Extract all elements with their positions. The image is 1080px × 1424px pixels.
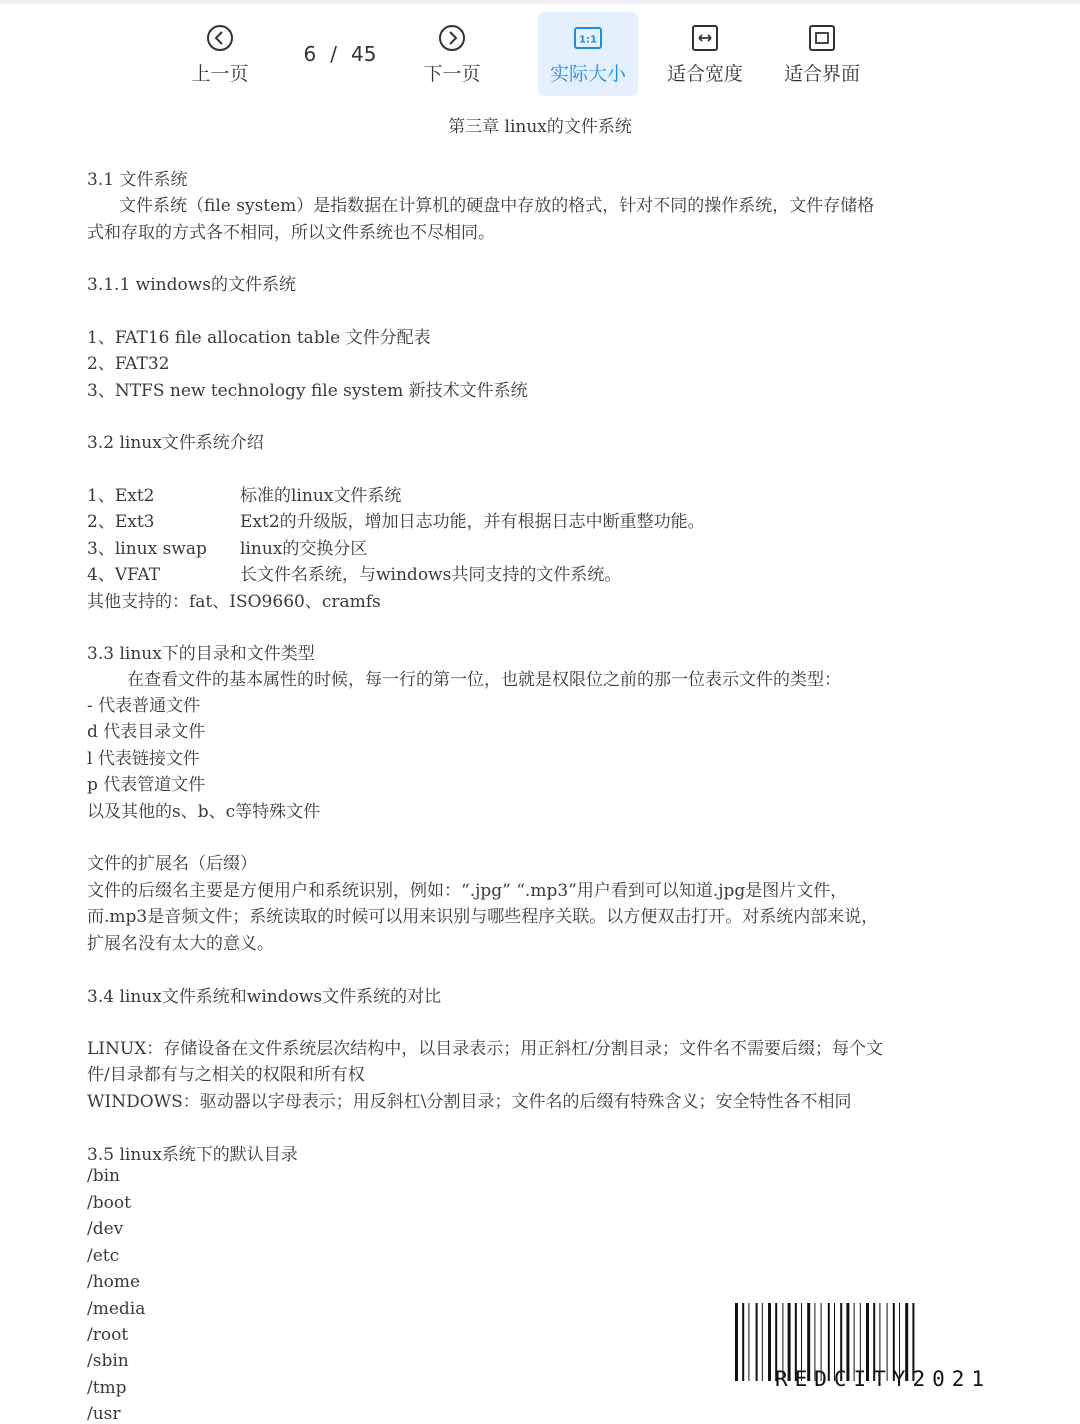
fs-description: 标准的linux文件系统 — [240, 486, 402, 506]
actual-size-label: 实际大小 — [549, 62, 626, 85]
list-item: 2、FAT32 — [87, 354, 170, 374]
section-3-2-heading: 3.2 linux文件系统介绍 — [87, 433, 264, 453]
svg-text:1:1: 1:1 — [579, 34, 597, 45]
fs-name: 3、linux swap — [87, 539, 207, 559]
fs-name: 4、VFAT — [87, 565, 161, 585]
directory-item: /etc — [87, 1246, 120, 1266]
section-3-1-heading: 3.1 文件系统 — [87, 170, 188, 190]
comparison-linux-line-1: LINUX：存储设备在文件系统层次结构中，以目录表示；用正斜杠/分割目录；文件名不需要后缀；每个文 — [87, 1039, 884, 1059]
list-item: 3、NTFS new technology file system 新技术文件系统 — [87, 381, 528, 401]
current-page-number[interactable]: 6 — [303, 42, 317, 66]
directory-item: /tmp — [87, 1378, 127, 1398]
list-item: 以及其他的s、b、c等特殊文件 — [87, 802, 321, 822]
prev-page-label: 上一页 — [191, 62, 249, 85]
directory-item: /home — [87, 1272, 141, 1292]
total-pages: 45 — [351, 42, 377, 66]
directory-item: /sbin — [87, 1351, 129, 1371]
list-item: p 代表管道文件 — [87, 775, 206, 795]
directory-item: /root — [87, 1325, 129, 1345]
directory-item: /media — [87, 1299, 146, 1319]
section-3-3-paragraph: 在查看文件的基本属性的时候，每一行的第一位，也就是权限位之前的那一位表示文件的类型： — [127, 670, 841, 690]
directory-item: /usr — [87, 1404, 121, 1424]
section-3-1-1-heading: 3.1.1 windows的文件系统 — [87, 275, 296, 295]
chapter-title: 第三章 linux的文件系统 — [448, 117, 632, 137]
list-item: 1、FAT16 file allocation table 文件分配表 — [87, 328, 431, 348]
fit-width-label: 适合宽度 — [666, 62, 743, 85]
fs-name: 2、Ext3 — [87, 512, 155, 532]
list-item: d 代表目录文件 — [87, 722, 206, 742]
fit-page-label: 适合界面 — [783, 62, 860, 85]
extension-paragraph-line-3: 扩展名没有太大的意义。 — [87, 934, 274, 954]
directory-item: /bin — [87, 1166, 120, 1186]
fs-description: linux的交换分区 — [240, 539, 368, 559]
section-3-5-heading: 3.5 linux系统下的默认目录 — [87, 1145, 298, 1165]
list-item: l 代表链接文件 — [87, 749, 200, 769]
comparison-windows-line: WINDOWS：驱动器以字母表示；用反斜杠\分割目录；文件名的后缀有特殊含义；安全特性各不相同 — [87, 1092, 852, 1112]
extension-heading: 文件的扩展名（后缀） — [87, 854, 257, 874]
fs-name: 1、Ext2 — [87, 486, 155, 506]
directory-item: /boot — [87, 1193, 131, 1213]
section-3-3-heading: 3.3 linux下的目录和文件类型 — [87, 644, 315, 664]
list-item: - 代表普通文件 — [87, 696, 201, 716]
section-3-4-heading: 3.4 linux文件系统和windows文件系统的对比 — [87, 987, 442, 1007]
extension-paragraph-line-2: 而.mp3是音频文件；系统读取的时候可以用来识别与哪些程序关联。以方便双击打开。对系统内部来说， — [87, 907, 879, 927]
comparison-linux-line-2: 件/目录都有与之相关的权限和所有权 — [87, 1065, 365, 1085]
directory-item: /dev — [87, 1219, 124, 1239]
fs-description: 长文件名系统，与windows共同支持的文件系统。 — [240, 565, 622, 585]
next-page-label: 下一页 — [423, 62, 481, 85]
fs-description: Ext2的升级版，增加日志功能，并有根据日志中断重整功能。 — [240, 512, 705, 532]
section-3-1-paragraph-line-2: 式和存取的方式各不相同，所以文件系统也不尽相同。 — [87, 223, 495, 243]
other-support-line: 其他支持的：fat、ISO9660、cramfs — [87, 592, 381, 612]
barcode-text: REDCITY2021 — [774, 1367, 992, 1391]
extension-paragraph-line-1: 文件的后缀名主要是方便用户和系统识别，例如：“.jpg” “.mp3”用户看到可以知道.jpg是图片文件， — [87, 881, 848, 901]
page-separator: / — [330, 42, 338, 66]
section-3-1-paragraph-line-1: 文件系统（file system）是指数据在计算机的硬盘中存放的格式，针对不同的操作系统，文件存储格 — [119, 196, 875, 216]
